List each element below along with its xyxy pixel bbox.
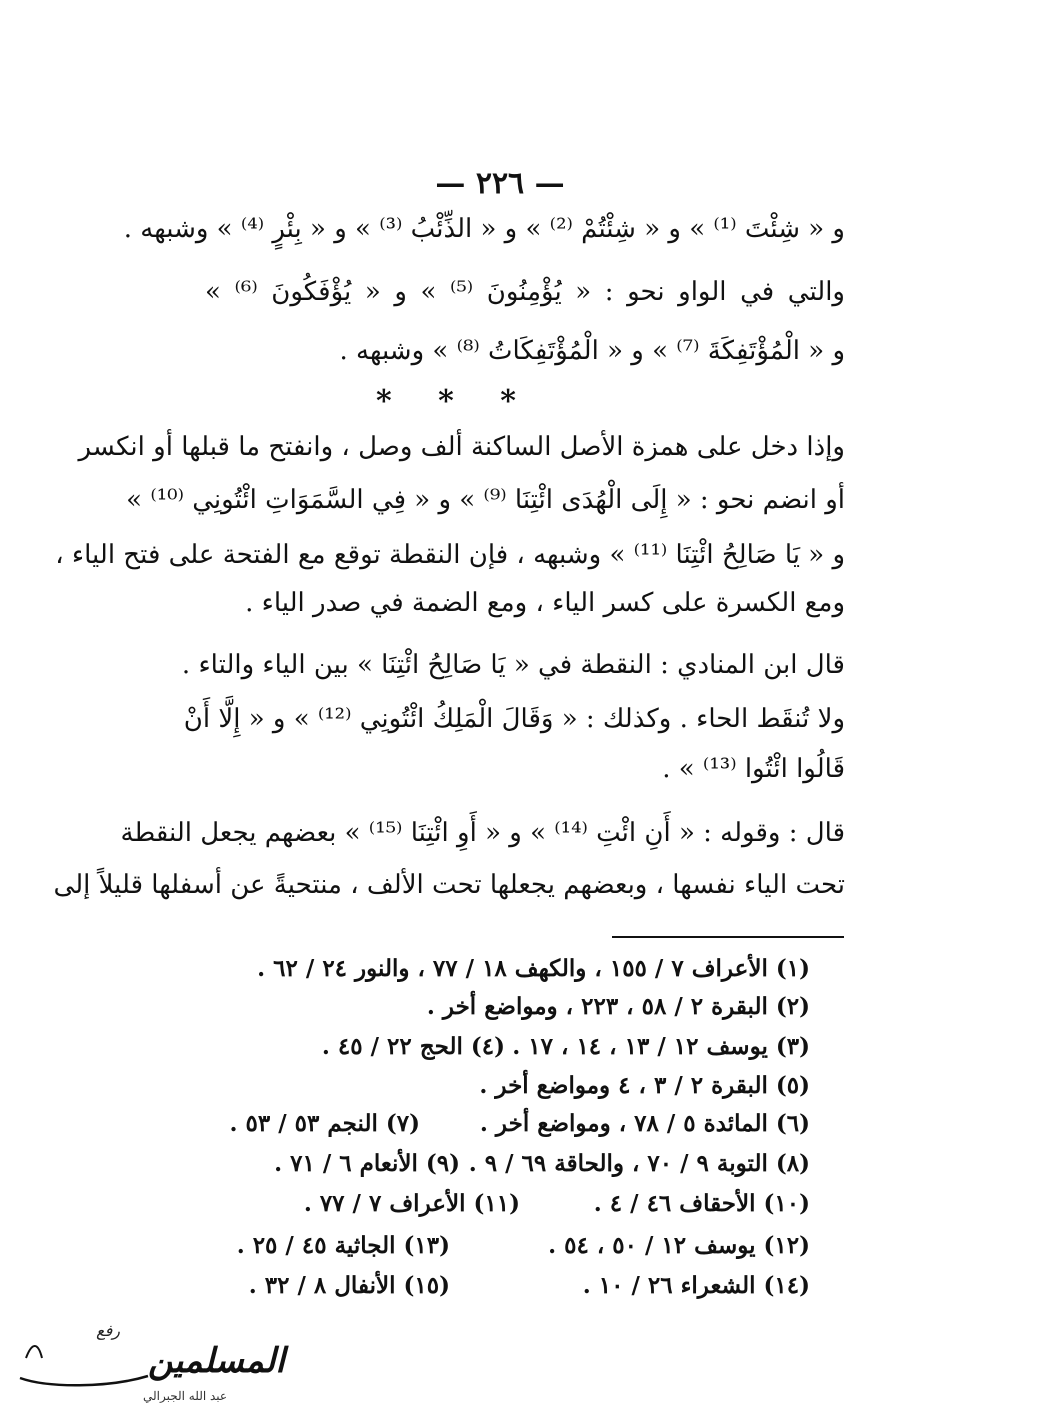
footnote-13: (١٣) الجاثية ٤٥ / ٢٥ . (236, 1232, 450, 1259)
section-divider-stars: * * * (376, 384, 534, 419)
footnote-5: (٥) البقرة ٢ / ٣ ، ٤ ومواضع أخر . (479, 1072, 810, 1099)
footnote-14: (١٤) الشعراء ٢٦ / ١٠ . (582, 1272, 810, 1299)
footnote-8: (٨) التوبة ٩ / ٧٠ ، والحاقة ٦٩ / ٩ . (468, 1150, 810, 1177)
footnote-4: (٤) الحج ٢٢ / ٤٥ . (321, 1033, 505, 1060)
body-line-8: قال ابن المنادي : النقطة في « يَا صَالِحُ ائْتِنَا » بين الياء والتاء . (181, 650, 845, 680)
body-line-1: و « شِئْتَ ⁽¹⁾ » و « شِئْتُمْ ⁽²⁾ » و « الذِّئْبُ ⁽³⁾ » و « بِئْرٍ ⁽⁴⁾ » وشبهه . (123, 214, 845, 244)
body-line-10: قَالُوا ائْتُوا ⁽¹³⁾ » . (662, 754, 845, 784)
body-line-4: وإذا دخل على همزة الأصل الساكنة ألف وصل ، وانفتح ما قبلها أو انكسر (78, 432, 845, 462)
library-stamp-logo (8, 1312, 285, 1412)
footnote-7: (٧) النجم ٥٣ / ٥٣ . (229, 1110, 420, 1137)
footnote-15: (١٥) الأنفال ٨ / ٣٢ . (248, 1272, 450, 1299)
footnote-6: (٦) المائدة ٥ / ٧٨ ، ومواضع أخر . (479, 1110, 810, 1137)
footnote-3: (٣) يوسف ١٢ / ١٣ ، ١٤ ، ١٧ . (512, 1033, 810, 1060)
body-line-3: و « الْمُؤْتَفِكَةَ ⁽⁷⁾ » و « الْمُؤْتَفِكَاتُ ⁽⁸⁾ » وشبهه . (339, 336, 845, 366)
body-line-9: ولا تُنقَط الحاء . وكذلك : « وَقَالَ الْمَلِكُ ائْتُونِي ⁽¹²⁾ » و « إِلَّا أَنْ (183, 704, 845, 734)
stamp-text-top: رفع (96, 1321, 120, 1340)
footnote-9: (٩) الأنعام ٦ / ٧١ . (274, 1150, 460, 1177)
body-line-6: و « يَا صَالِحُ ائْتِنَا ⁽¹¹⁾ » وشبهه ، فإن النقطة توقع مع الفتحة على فتح الياء ، (55, 540, 845, 570)
footnote-11: (١١) الأعراف ٧ / ٧٧ . (303, 1190, 520, 1217)
body-line-5: أو انضم نحو : « إِلَى الْهُدَى ائْتِنَا ⁽⁹⁾ » و « فِي السَّمَوَاتِ ائْتُونِي ⁽¹⁰⁾ » (126, 485, 845, 515)
stamp-text-main: المسلمين (148, 1341, 285, 1381)
footnote-1: (١) الأعراف ٧ / ١٥٥ ، والكهف ١٨ / ٧٧ ، والنور ٢٤ / ٦٢ . (257, 955, 810, 982)
footnote-10: (١٠) الأحقاف ٤٦ / ٤ . (593, 1190, 810, 1217)
stamp-text-bottom: عبد الله الجبرالي (143, 1389, 228, 1403)
page-number: — ٢٢٦ — (435, 166, 565, 201)
body-line-7: ومع الكسرة على كسر الياء ، ومع الضمة في صدر الياء . (245, 588, 845, 618)
footnote-12: (١٢) يوسف ١٢ / ٥٠ ، ٥٤ . (548, 1232, 810, 1259)
footnote-2: (٢) البقرة ٢ / ٥٨ ، ٢٢٣ ، ومواضع أخر . (426, 993, 810, 1020)
footnote-separator (612, 936, 844, 938)
body-line-2: والتي في الواو نحو : « يُؤْمِنُونَ ⁽⁵⁾ » و « يُؤْفَكُونَ ⁽⁶⁾ » (205, 277, 845, 307)
body-line-11: قال : وقوله : « أَنِ ائْتِ ⁽¹⁴⁾ » و « أَوِ ائْتِنَا ⁽¹⁵⁾ » بعضهم يجعل النقطة (120, 818, 845, 848)
body-line-12: تحت الياء نفسها ، وبعضهم يجعلها تحت الألف ، منتحيةً عن أسفلها قليلاً إلى (53, 870, 845, 900)
